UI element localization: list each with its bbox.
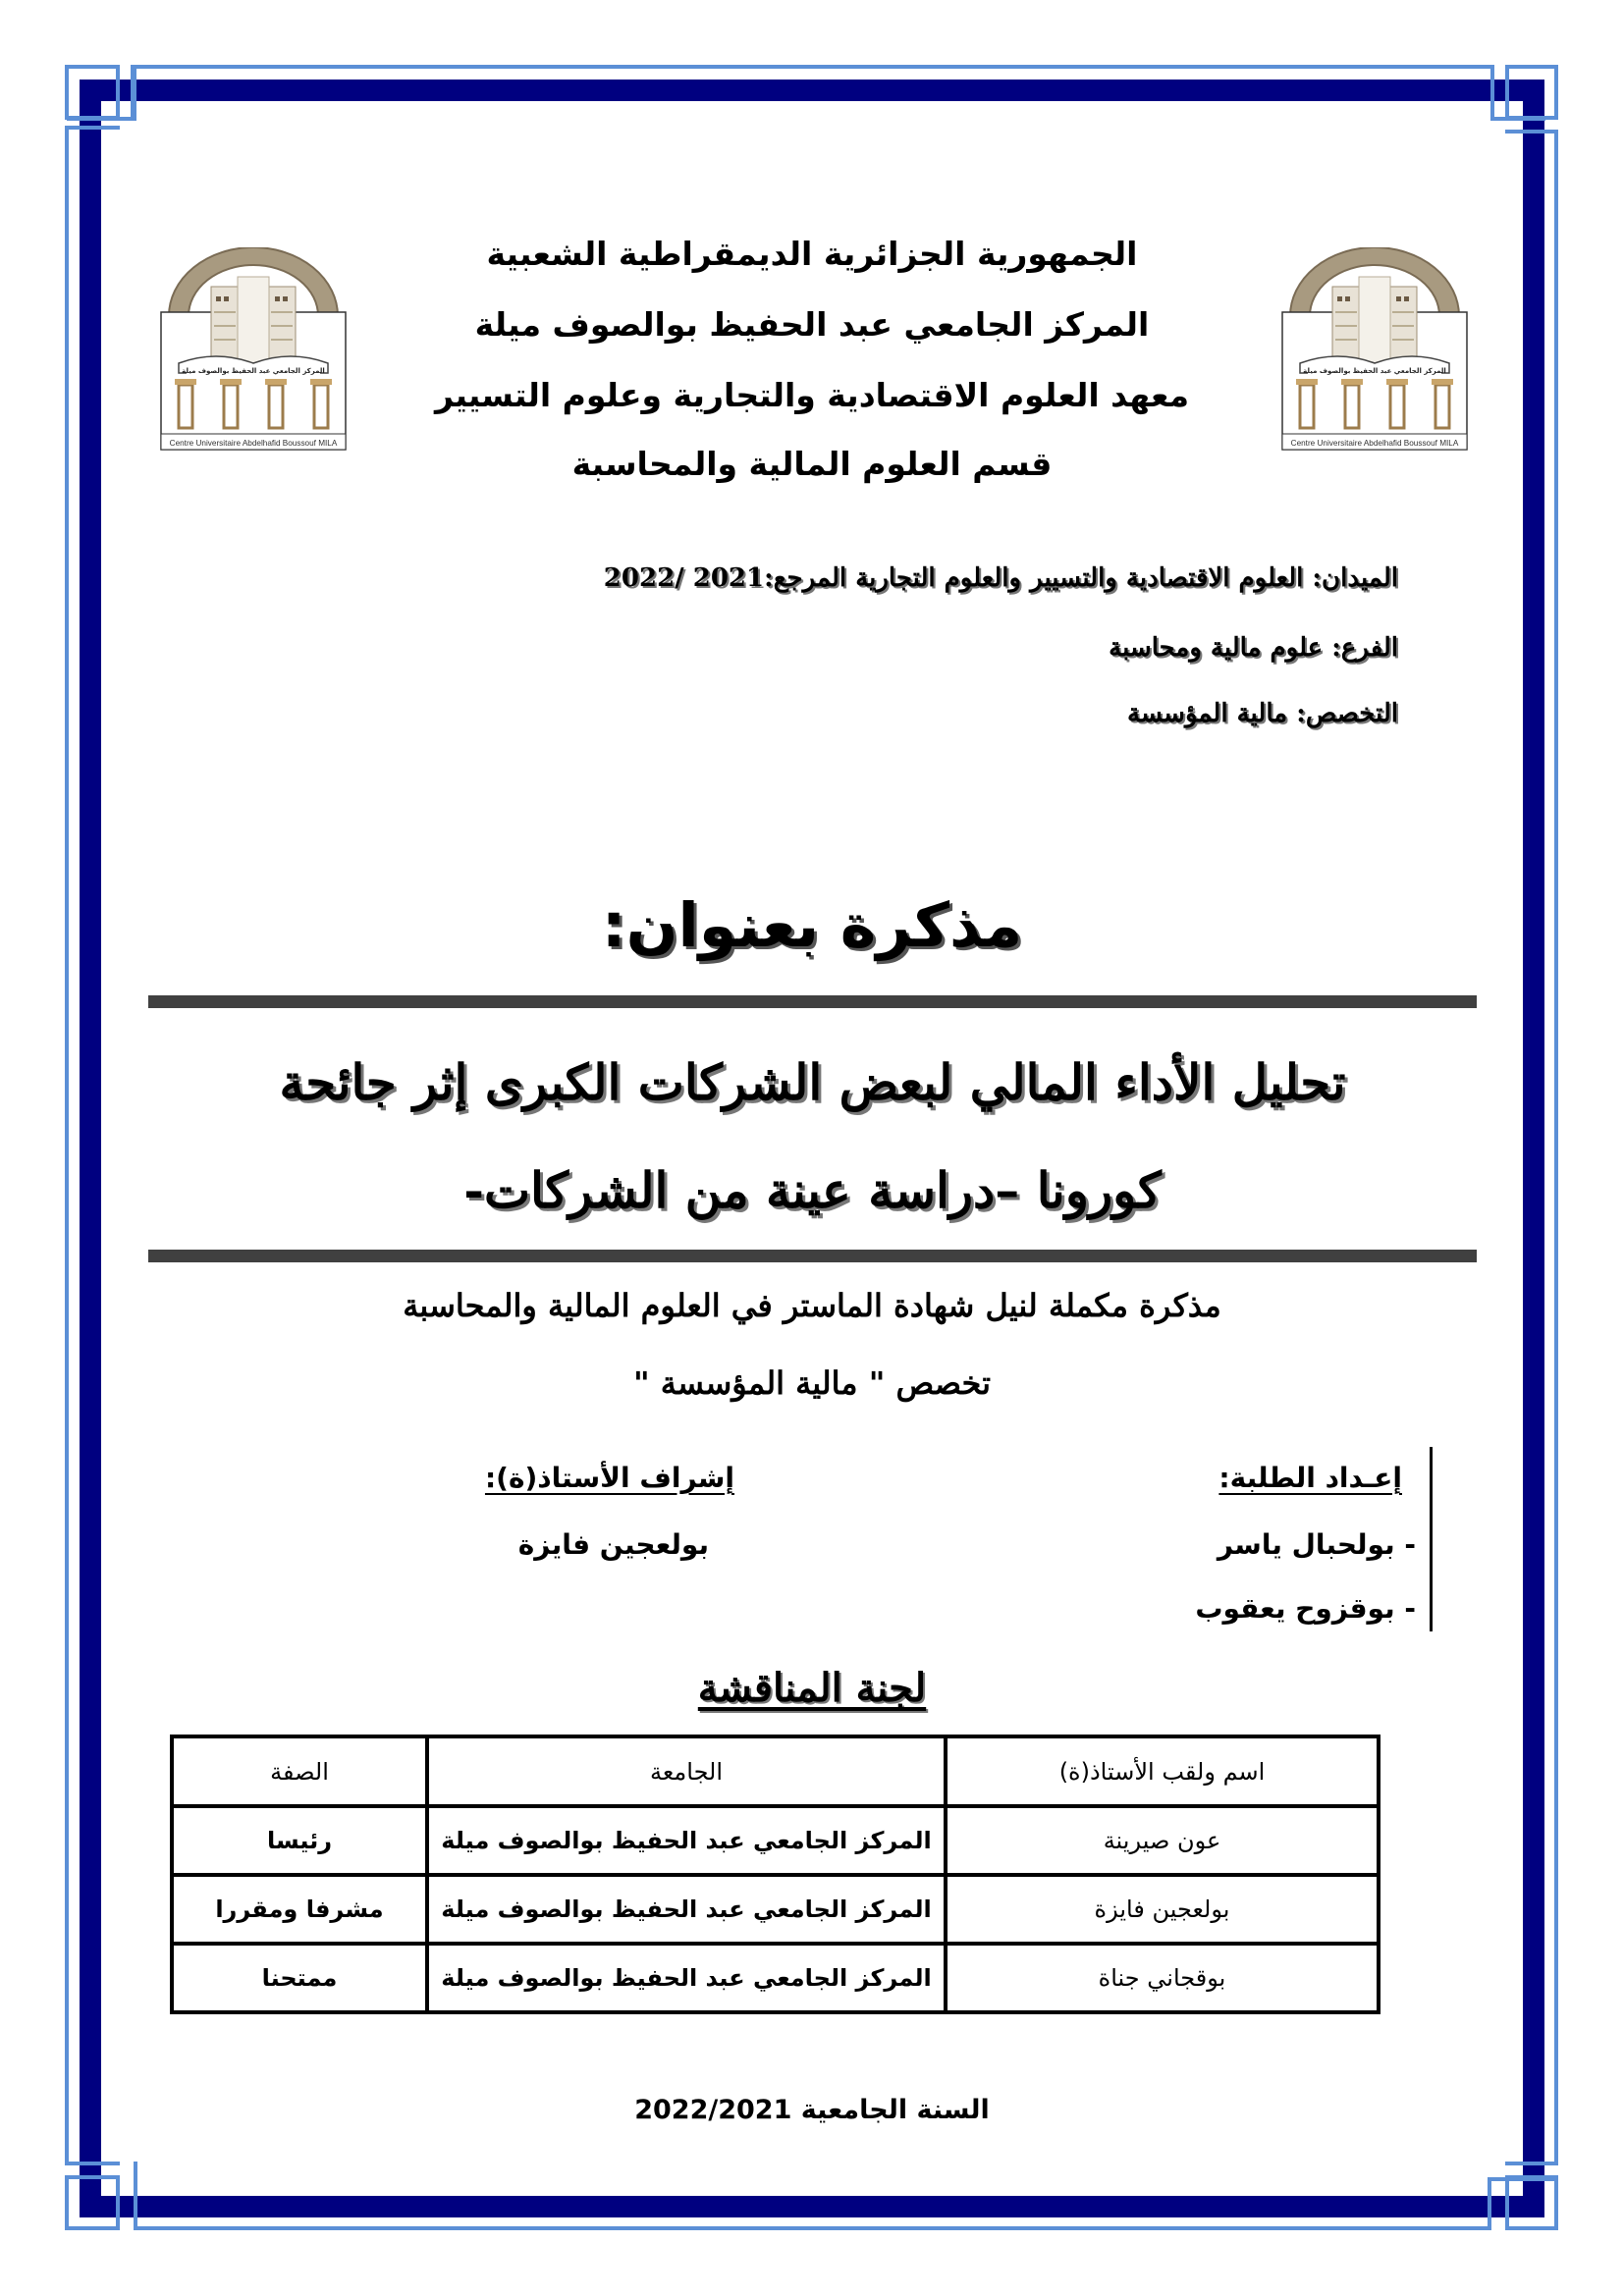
frame-corner-bl-c — [134, 2162, 137, 2230]
student-name-2: - بوقزوح يعقوب — [1195, 1592, 1416, 1625]
university-logo-right — [1278, 247, 1471, 454]
header-country: الجمهورية الجزائرية الديمقراطية الشعبية — [486, 235, 1138, 273]
jury-member-name: بوقجاني جناة — [946, 1944, 1379, 2012]
table-row — [172, 1806, 1379, 1875]
frame-corner-bl-a — [65, 2175, 120, 2230]
logo-caption: Centre Universitaire Abdelhafid Boussouf MILA — [169, 439, 338, 448]
frame-corner-br-c — [1488, 2177, 1558, 2181]
frame-outer-right — [1554, 130, 1558, 2165]
frame-corner-bl-b — [65, 2162, 120, 2165]
table-row — [172, 1875, 1379, 1944]
students-label: إعـداد الطلبة: — [1218, 1462, 1402, 1494]
student-name-1: - بولحبال ياسر — [1217, 1528, 1416, 1561]
jury-member-role: رئيسا — [172, 1806, 427, 1875]
subtitle-specialty: تخصص " مالية المؤسسة " — [632, 1364, 992, 1402]
frame-corner-tl-d — [65, 126, 120, 132]
header-institute: معهد العلوم الاقتصادية والتجارية وعلوم التسيير — [434, 376, 1190, 414]
title-rule-bottom — [148, 1250, 1477, 1262]
jury-table — [170, 1735, 1380, 2014]
frame-corner-tl-c — [131, 65, 136, 121]
header-university: المركز الجامعي عبد الحفيظ بوالصوف ميلة — [474, 305, 1150, 344]
logo-arabic-caption: المركز الجامعي عبد الحفيظ بوالصوف ميلة — [182, 367, 325, 375]
frame-outer-top — [134, 65, 1490, 69]
frame-corner-tl-b — [67, 67, 136, 121]
logo-caption: Centre Universitaire Abdelhafid Boussouf MILA — [1290, 439, 1459, 448]
subtitle-degree: مذكرة مكملة لنيل شهادة الماستر في العلوم المالية والمحاسبة — [403, 1287, 1221, 1324]
jury-member-name: بولعجين فايزة — [946, 1875, 1379, 1944]
frame-outer-bottom — [134, 2226, 1490, 2230]
students-divider — [1430, 1447, 1433, 1631]
jury-header-name: اسم ولقب الأستاذ(ة) — [946, 1736, 1379, 1806]
info-branch: الفرع: علوم مالية ومحاسبة — [1109, 633, 1398, 663]
jury-header-row — [172, 1736, 1379, 1806]
jury-member-university: المركز الجامعي عبد الحفيظ بوالصوف ميلة — [427, 1875, 946, 1944]
frame-corner-br-d — [1505, 2162, 1558, 2165]
title-rule-top — [148, 995, 1477, 1008]
frame-corner-tr-d — [1505, 130, 1558, 133]
frame-corner-tr-c — [1490, 117, 1545, 121]
university-logo-graphic — [1278, 247, 1471, 454]
table-row — [172, 1944, 1379, 2012]
frame-corner-tr-a — [1505, 65, 1558, 120]
jury-header-university: الجامعة — [427, 1736, 946, 1806]
university-logo-left — [157, 247, 350, 454]
jury-member-role: مشرفا ومقررا — [172, 1875, 427, 1944]
academic-year: السنة الجامعية 2022/2021 — [634, 2095, 990, 2125]
frame-corner-tr-b — [1490, 65, 1494, 121]
frame-corner-br-a — [1505, 2175, 1558, 2230]
logo-arabic-caption: المركز الجامعي عبد الحفيظ بوالصوف ميلة — [1303, 367, 1446, 375]
info-field: الميدان: العلوم الاقتصادية والتسيير والعلوم التجارية المرجع:2021 /2022 — [603, 563, 1398, 593]
jury-header-role: الصفة — [172, 1736, 427, 1806]
frame-top-band — [80, 80, 1544, 101]
thesis-title-line-1: تحليل الأداء المالي لبعض الشركات الكبرى إثر جائحة — [279, 1053, 1346, 1111]
jury-title: لجنة المناقشة — [697, 1665, 927, 1711]
header-department: قسم العلوم المالية والمحاسبة — [571, 445, 1053, 483]
supervisor-label: إشراف الأستاذ(ة): — [484, 1462, 734, 1494]
memo-heading: مذكرة بعنوان: — [601, 889, 1023, 961]
supervisor-name: بولعجين فايزة — [517, 1528, 709, 1561]
thesis-title-line-2: كورونا –دراسة عينة من الشركات- — [463, 1161, 1162, 1219]
frame-outer-left — [65, 130, 69, 2165]
jury-member-university: المركز الجامعي عبد الحفيظ بوالصوف ميلة — [427, 1944, 946, 2012]
frame-bottom-band — [80, 2196, 1544, 2217]
jury-member-university: المركز الجامعي عبد الحفيظ بوالصوف ميلة — [427, 1806, 946, 1875]
university-logo-graphic — [157, 247, 350, 454]
info-specialty: التخصص: مالية المؤسسة — [1127, 699, 1398, 728]
jury-member-name: عون صيرينة — [946, 1806, 1379, 1875]
frame-corner-br-b — [1488, 2177, 1491, 2230]
jury-member-role: ممتحنا — [172, 1944, 427, 2012]
